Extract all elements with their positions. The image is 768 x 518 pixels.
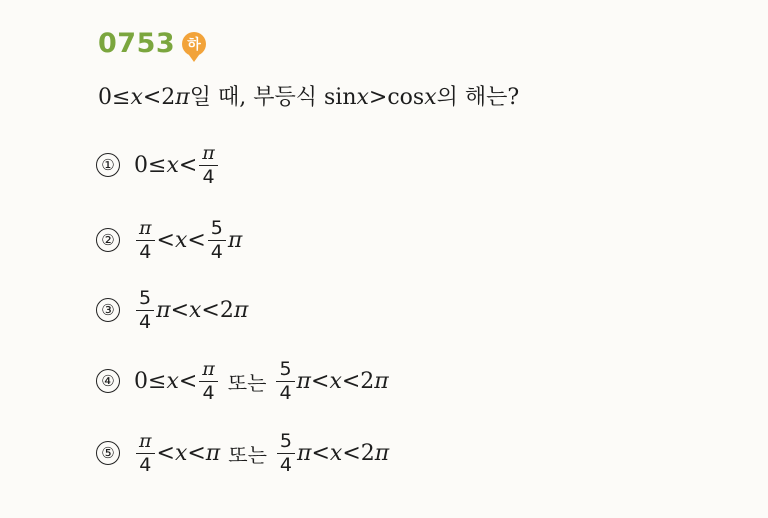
option-marker: ③ <box>96 298 120 322</box>
question-text: 0≤x<2π일 때, 부등식 sinx>cosx의 해는? <box>98 85 520 110</box>
fraction: $\frac{\pi}{4}$ <box>199 360 218 403</box>
option-1[interactable]: ① 0 ≤ x < $\frac{\pi}{4}$ <box>96 140 220 190</box>
option-2[interactable]: ② $\frac{\pi}{4}$ < x < $\frac{5}{4}$ π <box>96 215 242 265</box>
option-marker: ④ <box>96 369 120 393</box>
option-3[interactable]: ③ $\frac{5}{4}$ π < x < 2 π <box>96 285 248 335</box>
option-marker: ⑤ <box>96 441 120 465</box>
option-5[interactable]: ⑤ $\frac{\pi}{4}$ < x < π 또는 $\frac{5}{4}$ π < x < 2 π <box>96 428 389 478</box>
option-marker: ① <box>96 153 120 177</box>
fraction: $\frac{5}{4}$ <box>208 219 226 262</box>
option-4[interactable]: ④ 0 ≤ x < $\frac{\pi}{4}$ 또는 $\frac{5}{4}$ π < x < 2 π <box>96 356 389 406</box>
fraction: $\frac{5}{4}$ <box>277 432 295 475</box>
difficulty-badge: 하 <box>182 32 206 56</box>
fraction: $\frac{5}{4}$ <box>136 289 154 332</box>
problem-number: 0753 <box>98 28 176 59</box>
option-marker: ② <box>96 228 120 252</box>
fraction: $\frac{\pi}{4}$ <box>136 432 155 475</box>
fraction: $\frac{\pi}{4}$ <box>136 219 155 262</box>
fraction: $\frac{\pi}{4}$ <box>199 144 218 187</box>
fraction: $\frac{5}{4}$ <box>276 360 294 403</box>
